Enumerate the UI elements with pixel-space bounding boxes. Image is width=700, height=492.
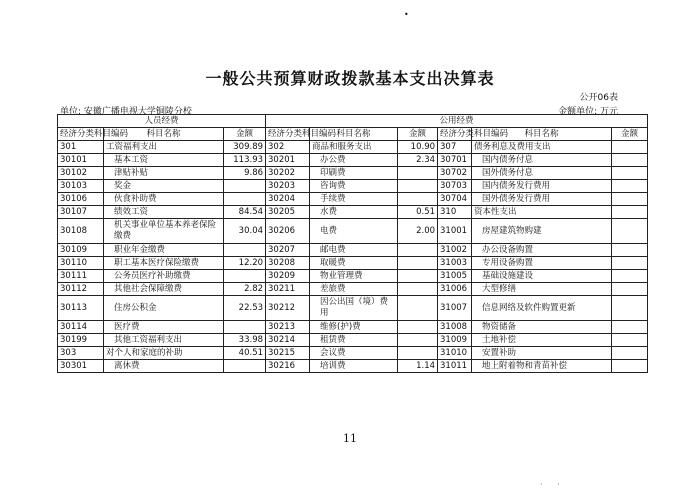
name-cell: 津贴补贴 bbox=[104, 167, 224, 180]
code-cell: 30108 bbox=[58, 219, 104, 244]
name-cell: 工资福利支出 bbox=[104, 141, 224, 154]
group-public-header: 公用经费 bbox=[266, 115, 648, 128]
amount-cell bbox=[612, 154, 648, 167]
amount-cell: 2.34 bbox=[398, 154, 438, 167]
name-cell: 咨询费 bbox=[310, 180, 398, 193]
amount-cell: 9.86 bbox=[224, 167, 266, 180]
code-cell: 30109 bbox=[58, 244, 104, 257]
name-cell: 专用设备购置 bbox=[472, 257, 612, 270]
table-row bbox=[58, 321, 648, 334]
amount-cell bbox=[612, 219, 648, 244]
name-cell: 其他社会保障缴费 bbox=[104, 283, 224, 296]
name-cell: 信息网络及软件购置更新 bbox=[472, 296, 612, 321]
code-cell: 30112 bbox=[58, 283, 104, 296]
table-row bbox=[58, 193, 648, 206]
amount-cell bbox=[224, 180, 266, 193]
table-row bbox=[58, 180, 648, 193]
code-cell: 30215 bbox=[266, 347, 310, 360]
table-row bbox=[58, 167, 648, 180]
amount-unit: 金额单位: 万元 bbox=[558, 107, 618, 117]
name-cell: 商品和服务支出 bbox=[310, 141, 398, 154]
name-cell: 职工基本医疗保险缴费 bbox=[104, 257, 224, 270]
name-cell: 医疗费 bbox=[104, 321, 224, 334]
code-cell: 30204 bbox=[266, 193, 310, 206]
header-code: 经济分类科目编码 bbox=[58, 128, 104, 141]
amount-cell bbox=[398, 180, 438, 193]
header-amount: 金额 bbox=[612, 128, 648, 141]
name-cell: 地上附着物和青苗补偿 bbox=[472, 360, 612, 373]
name-cell: 国外债务发行费用 bbox=[472, 193, 612, 206]
name-cell: 国内债务付息 bbox=[472, 154, 612, 167]
code-cell: 30208 bbox=[266, 257, 310, 270]
code-cell: 30206 bbox=[266, 219, 310, 244]
code-cell: 30113 bbox=[58, 296, 104, 321]
code-cell: 30301 bbox=[58, 360, 104, 373]
code-cell: 303 bbox=[58, 347, 104, 360]
amount-cell: 22.53 bbox=[224, 296, 266, 321]
name-cell: 公务员医疗补助缴费 bbox=[104, 270, 224, 283]
code-cell: 30203 bbox=[266, 180, 310, 193]
amount-cell: 2.00 bbox=[398, 219, 438, 244]
name-cell: 办公费 bbox=[310, 154, 398, 167]
code-cell: 30213 bbox=[266, 321, 310, 334]
name-cell: 差旅费 bbox=[310, 283, 398, 296]
amount-cell bbox=[398, 296, 438, 321]
table-row bbox=[58, 206, 648, 219]
name-cell: 邮电费 bbox=[310, 244, 398, 257]
amount-cell bbox=[612, 347, 648, 360]
table-row bbox=[58, 154, 648, 167]
amount-cell: 33.98 bbox=[224, 334, 266, 347]
name-cell: 取暖费 bbox=[310, 257, 398, 270]
amount-cell bbox=[612, 321, 648, 334]
table-row bbox=[58, 360, 648, 373]
code-cell: 31007 bbox=[438, 296, 472, 321]
code-cell: 30202 bbox=[266, 167, 310, 180]
table-row bbox=[58, 141, 648, 154]
amount-cell bbox=[398, 283, 438, 296]
code-cell: 30212 bbox=[266, 296, 310, 321]
name-cell: 水费 bbox=[310, 206, 398, 219]
code-cell: 31001 bbox=[438, 219, 472, 244]
name-cell: 维修(护)费 bbox=[310, 321, 398, 334]
amount-cell bbox=[224, 193, 266, 206]
table-row bbox=[58, 283, 648, 296]
amount-cell bbox=[398, 347, 438, 360]
code-cell: 30101 bbox=[58, 154, 104, 167]
name-cell: 对个人和家庭的补助 bbox=[104, 347, 224, 360]
header-name: 科目名称 bbox=[104, 128, 224, 141]
amount-cell: 2.82 bbox=[224, 283, 266, 296]
name-cell: 手续费 bbox=[310, 193, 398, 206]
amount-cell: 30.04 bbox=[224, 219, 266, 244]
amount-cell: 1.14 bbox=[398, 360, 438, 373]
code-cell: 30201 bbox=[266, 154, 310, 167]
name-cell: 机关事业单位基本养老保险缴费 bbox=[104, 219, 224, 244]
amount-cell bbox=[612, 334, 648, 347]
amount-cell bbox=[612, 167, 648, 180]
code-cell: 30199 bbox=[58, 334, 104, 347]
name-cell: 租赁费 bbox=[310, 334, 398, 347]
name-cell: 绩效工资 bbox=[104, 206, 224, 219]
code-cell: 30106 bbox=[58, 193, 104, 206]
name-cell: 住房公积金 bbox=[104, 296, 224, 321]
amount-cell bbox=[224, 360, 266, 373]
code-cell: 30214 bbox=[266, 334, 310, 347]
name-cell: 国外债务付息 bbox=[472, 167, 612, 180]
page-title: 一般公共预算财政拨款基本支出决算表 bbox=[205, 69, 495, 88]
amount-cell: 10.90 bbox=[398, 141, 438, 154]
header-amount: 金额 bbox=[398, 128, 438, 141]
name-cell: 会议费 bbox=[310, 347, 398, 360]
code-cell: 31011 bbox=[438, 360, 472, 373]
code-cell: 31009 bbox=[438, 334, 472, 347]
code-cell: 302 bbox=[266, 141, 310, 154]
code-cell: 30107 bbox=[58, 206, 104, 219]
name-cell: 职业年金缴费 bbox=[104, 244, 224, 257]
name-cell: 债务利息及费用支出 bbox=[472, 141, 612, 154]
name-cell: 土地补偿 bbox=[472, 334, 612, 347]
name-cell: 印刷费 bbox=[310, 167, 398, 180]
name-cell: 物业管理费 bbox=[310, 270, 398, 283]
amount-cell bbox=[612, 360, 648, 373]
amount-cell bbox=[398, 244, 438, 257]
scan-dot: • bbox=[404, 10, 409, 19]
amount-cell bbox=[398, 321, 438, 334]
name-cell: 奖金 bbox=[104, 180, 224, 193]
code-cell: 30205 bbox=[266, 206, 310, 219]
code-cell: 30209 bbox=[266, 270, 310, 283]
code-cell: 310 bbox=[438, 206, 472, 219]
amount-cell bbox=[398, 193, 438, 206]
table-row bbox=[58, 219, 648, 244]
code-cell: 31002 bbox=[438, 244, 472, 257]
code-cell: 31003 bbox=[438, 257, 472, 270]
header-amount: 金额 bbox=[224, 128, 266, 141]
table-body bbox=[58, 141, 648, 373]
code-cell: 301 bbox=[58, 141, 104, 154]
code-cell: 30701 bbox=[438, 154, 472, 167]
name-cell: 离休费 bbox=[104, 360, 224, 373]
form-number: 公开06表 bbox=[579, 93, 618, 103]
code-cell: 30114 bbox=[58, 321, 104, 334]
amount-cell bbox=[224, 321, 266, 334]
amount-cell bbox=[612, 141, 648, 154]
scan-marks: · · bbox=[540, 480, 566, 489]
amount-cell bbox=[398, 334, 438, 347]
table-row bbox=[58, 270, 648, 283]
code-cell: 30207 bbox=[266, 244, 310, 257]
amount-cell bbox=[612, 244, 648, 257]
name-cell: 房屋建筑物购建 bbox=[472, 219, 612, 244]
budget-table bbox=[57, 114, 648, 373]
name-cell: 大型修缮 bbox=[472, 283, 612, 296]
name-cell: 基础设施建设 bbox=[472, 270, 612, 283]
amount-cell bbox=[612, 193, 648, 206]
amount-cell bbox=[224, 270, 266, 283]
amount-cell bbox=[612, 283, 648, 296]
amount-cell: 309.89 bbox=[224, 141, 266, 154]
code-cell: 31005 bbox=[438, 270, 472, 283]
unit-label: 单位: 安徽广播电视大学铜陵分校 bbox=[60, 107, 192, 117]
code-cell: 30703 bbox=[438, 180, 472, 193]
name-cell: 因公出国（境）费用 bbox=[310, 296, 398, 321]
header-code: 经济分类科目编码 bbox=[266, 128, 310, 141]
header-code: 经济分类科目编码 bbox=[438, 128, 472, 141]
amount-cell: 113.93 bbox=[224, 154, 266, 167]
name-cell: 资本性支出 bbox=[472, 206, 612, 219]
amount-cell bbox=[612, 206, 648, 219]
amount-cell bbox=[224, 244, 266, 257]
code-cell: 30211 bbox=[266, 283, 310, 296]
name-cell: 物资储备 bbox=[472, 321, 612, 334]
code-cell: 31008 bbox=[438, 321, 472, 334]
name-cell: 安置补助 bbox=[472, 347, 612, 360]
amount-cell bbox=[398, 167, 438, 180]
name-cell: 伙食补助费 bbox=[104, 193, 224, 206]
code-cell: 30702 bbox=[438, 167, 472, 180]
amount-cell: 84.54 bbox=[224, 206, 266, 219]
code-cell: 31006 bbox=[438, 283, 472, 296]
name-cell: 国内债务发行费用 bbox=[472, 180, 612, 193]
header-name: 科目名称 bbox=[472, 128, 612, 141]
code-cell: 31010 bbox=[438, 347, 472, 360]
name-cell: 电费 bbox=[310, 219, 398, 244]
table-row bbox=[58, 257, 648, 270]
header-name: 科目名称 bbox=[310, 128, 398, 141]
table-row bbox=[58, 347, 648, 360]
code-cell: 30111 bbox=[58, 270, 104, 283]
amount-cell bbox=[612, 180, 648, 193]
table-row bbox=[58, 244, 648, 257]
name-cell: 办公设备购置 bbox=[472, 244, 612, 257]
amount-cell bbox=[612, 296, 648, 321]
amount-cell: 40.51 bbox=[224, 347, 266, 360]
amount-cell: 0.51 bbox=[398, 206, 438, 219]
amount-cell: 12.20 bbox=[224, 257, 266, 270]
code-cell: 30704 bbox=[438, 193, 472, 206]
page-number: 11 bbox=[343, 432, 357, 445]
code-cell: 307 bbox=[438, 141, 472, 154]
code-cell: 30110 bbox=[58, 257, 104, 270]
code-cell: 30103 bbox=[58, 180, 104, 193]
name-cell: 其他工资福利支出 bbox=[104, 334, 224, 347]
amount-cell bbox=[612, 270, 648, 283]
table-row bbox=[58, 334, 648, 347]
name-cell: 培训费 bbox=[310, 360, 398, 373]
group-personnel-header: 人员经费 bbox=[58, 115, 266, 128]
amount-cell bbox=[398, 270, 438, 283]
code-cell: 30216 bbox=[266, 360, 310, 373]
code-cell: 30102 bbox=[58, 167, 104, 180]
amount-cell bbox=[398, 257, 438, 270]
amount-cell bbox=[612, 257, 648, 270]
table-row bbox=[58, 296, 648, 321]
name-cell: 基本工资 bbox=[104, 154, 224, 167]
